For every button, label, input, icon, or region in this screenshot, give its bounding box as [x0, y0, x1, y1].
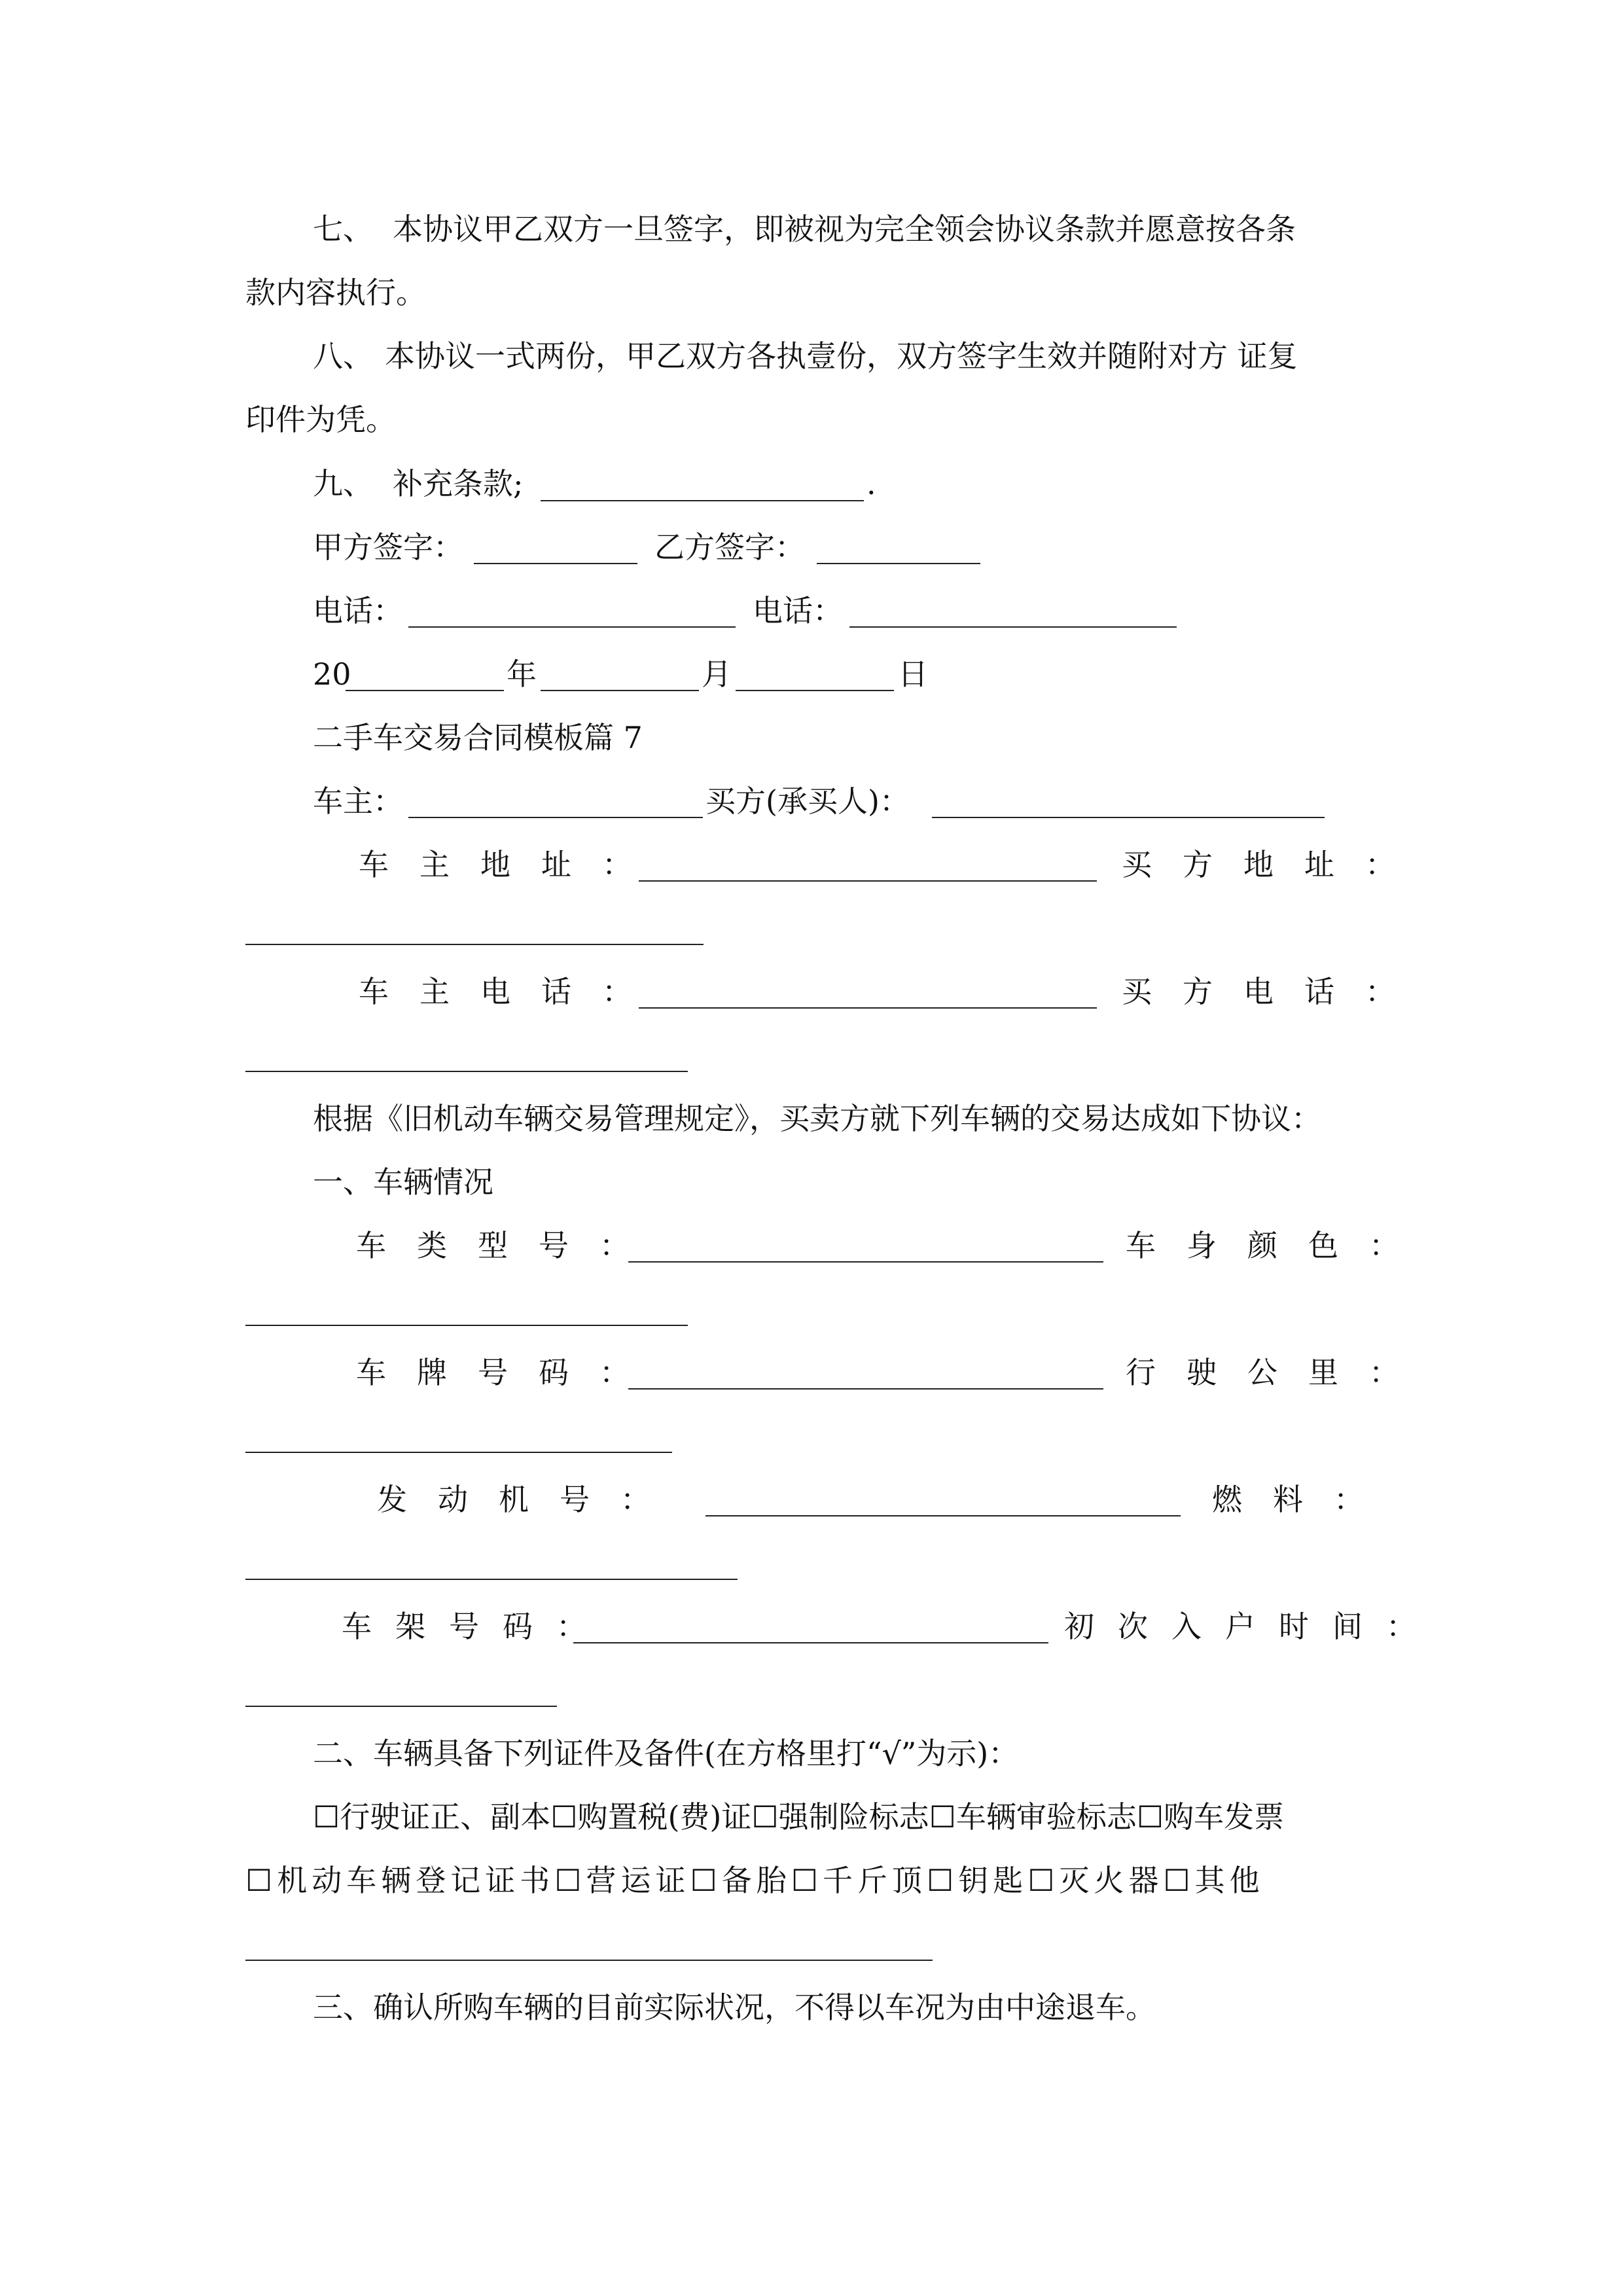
- party-a-signature-label: 甲方签字：: [313, 529, 463, 565]
- documents-line2: ☐机动车辆登记证书☐营运证☐备胎☐千斤顶☐钥匙☐灭火器☐其他: [245, 1863, 1264, 1898]
- part1-title: 一、车辆情况: [313, 1164, 493, 1200]
- register-time-label: 初次入户时间：: [1064, 1609, 1440, 1644]
- phone-b-label: 电话：: [753, 593, 843, 628]
- clause7-text-line1: 本协议甲乙双方一旦签字，即被视为完全领会协议条款并愿意按各条: [393, 211, 1296, 247]
- engine-label: 发动机号：: [377, 1482, 681, 1517]
- frame-blank[interactable]: [573, 1642, 1048, 1643]
- phone-b-blank[interactable]: [849, 626, 1177, 628]
- intro-text: 根据《旧机动车辆交易管理规定》，买卖方就下列车辆的交易达成如下协议：: [313, 1101, 1321, 1136]
- model-label: 车类型号：: [356, 1228, 660, 1263]
- month-blank[interactable]: [541, 690, 699, 691]
- buyer-address-blank[interactable]: [245, 944, 704, 945]
- owner-blank[interactable]: [408, 817, 703, 818]
- buyer-phone-blank[interactable]: [245, 1071, 688, 1072]
- buyer-blank[interactable]: [932, 817, 1325, 818]
- register-time-blank[interactable]: [245, 1706, 557, 1707]
- color-label: 车身颜色：: [1126, 1228, 1430, 1263]
- date-year: 年: [507, 656, 537, 692]
- date-day: 日: [898, 656, 928, 692]
- clause9-text: 补充条款;: [393, 466, 524, 501]
- owner-phone-label: 车主电话：: [359, 974, 663, 1009]
- clause9-label: 九、: [313, 466, 373, 501]
- mileage-label: 行驶公里：: [1126, 1355, 1430, 1390]
- color-blank[interactable]: [245, 1325, 688, 1326]
- day-blank[interactable]: [736, 690, 894, 691]
- phone-a-label: 电话：: [313, 593, 403, 628]
- party-b-signature-label: 乙方签字：: [654, 529, 805, 565]
- clause8-label: 八、: [313, 338, 373, 374]
- buyer-label: 买方(承买人)：: [705, 783, 910, 819]
- owner-label: 车主：: [313, 783, 403, 819]
- owner-phone-blank[interactable]: [639, 1007, 1097, 1009]
- clause7-label: 七、: [313, 211, 373, 247]
- year-blank[interactable]: [346, 690, 504, 691]
- buyer-address-label: 买方地址：: [1122, 847, 1426, 882]
- supplement-blank[interactable]: [541, 500, 864, 501]
- fuel-blank[interactable]: [245, 1579, 738, 1580]
- clause8-text-line2: 印件为凭。: [245, 402, 396, 437]
- frame-label: 车架号码：: [342, 1609, 610, 1644]
- other-documents-blank[interactable]: [245, 1960, 933, 1961]
- clause8-text-line1: 本协议一式两份，甲乙双方各执壹份，双方签字生效并随附对方 证复: [385, 338, 1298, 374]
- section-title: 二手车交易合同模板篇 7: [313, 720, 643, 755]
- owner-address-label: 车主地址：: [359, 847, 663, 882]
- phone-a-blank[interactable]: [408, 626, 736, 628]
- mileage-blank[interactable]: [245, 1452, 672, 1453]
- plate-blank[interactable]: [628, 1388, 1103, 1390]
- engine-blank[interactable]: [705, 1515, 1181, 1516]
- part2-title: 二、车辆具备下列证件及备件(在方格里打“√”为示)：: [313, 1736, 1019, 1771]
- part3-text: 三、确认所购车辆的目前实际状况，不得以车况为由中途退车。: [313, 1990, 1156, 2025]
- fuel-label: 燃料：: [1212, 1482, 1395, 1517]
- date-prefix: 20: [313, 656, 351, 692]
- clause7-text-line2: 款内容执行。: [245, 275, 426, 310]
- party-a-signature-blank[interactable]: [474, 563, 637, 564]
- documents-line1: ☐行驶证正、副本☐购置税(费)证☐强制险标志☐车辆审验标志☐购车发票: [313, 1799, 1285, 1835]
- party-b-signature-blank[interactable]: [817, 563, 980, 564]
- date-month: 月: [702, 656, 732, 692]
- clause9-end: .: [866, 466, 876, 501]
- plate-label: 车牌号码：: [356, 1355, 660, 1390]
- buyer-phone-label: 买方电话：: [1122, 974, 1426, 1009]
- model-blank[interactable]: [628, 1261, 1103, 1263]
- owner-address-blank[interactable]: [639, 880, 1097, 882]
